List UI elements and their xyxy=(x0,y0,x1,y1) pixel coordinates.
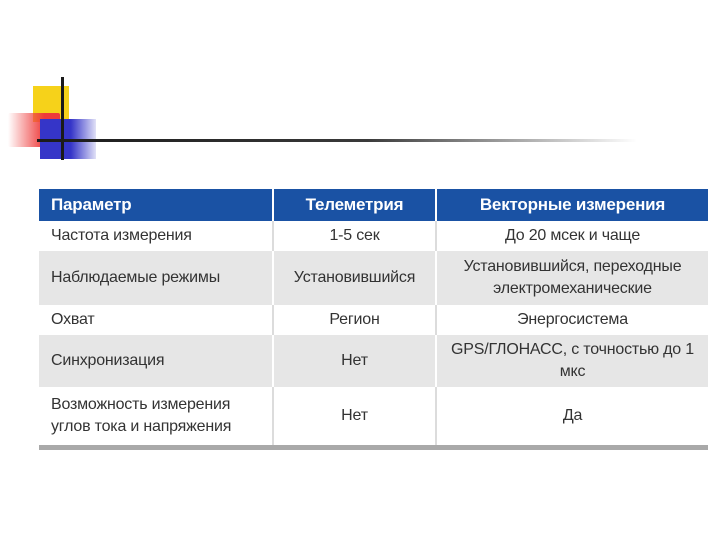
table-row xyxy=(39,251,708,305)
cell-parameter: Наблюдаемые режимы xyxy=(39,251,273,305)
cell-parameter: Синхронизация xyxy=(39,335,273,387)
horizontal-rule xyxy=(37,139,637,142)
comparison-table xyxy=(39,189,708,450)
cell-telemetry: Нет xyxy=(273,335,436,387)
header-vector-measurements: Векторные измерения xyxy=(436,189,708,221)
cell-vector: Да xyxy=(436,387,708,448)
cell-parameter: Частота измерения xyxy=(39,221,273,251)
title-decoration xyxy=(0,0,720,180)
cell-vector: Энергосистема xyxy=(436,305,708,335)
vertical-rule xyxy=(61,77,64,160)
header-parameter: Параметр xyxy=(39,189,273,221)
cell-vector: До 20 мсек и чаще xyxy=(436,221,708,251)
cell-parameter: Охват xyxy=(39,305,273,335)
table-row xyxy=(39,387,708,448)
cell-parameter: Возможность измерения углов тока и напряжения xyxy=(39,387,273,448)
table-row xyxy=(39,305,708,335)
header-telemetry: Телеметрия xyxy=(273,189,436,221)
cell-telemetry: 1-5 сек xyxy=(273,221,436,251)
table-row xyxy=(39,335,708,387)
cell-vector: GPS/ГЛОНАСС, с точностью до 1 мкс xyxy=(436,335,708,387)
cell-telemetry: Регион xyxy=(273,305,436,335)
table-row xyxy=(39,221,708,251)
table-header-row xyxy=(39,189,708,221)
cell-telemetry: Нет xyxy=(273,387,436,448)
cell-telemetry: Установившийся xyxy=(273,251,436,305)
cell-vector: Установившийся, переходные электромеханические xyxy=(436,251,708,305)
